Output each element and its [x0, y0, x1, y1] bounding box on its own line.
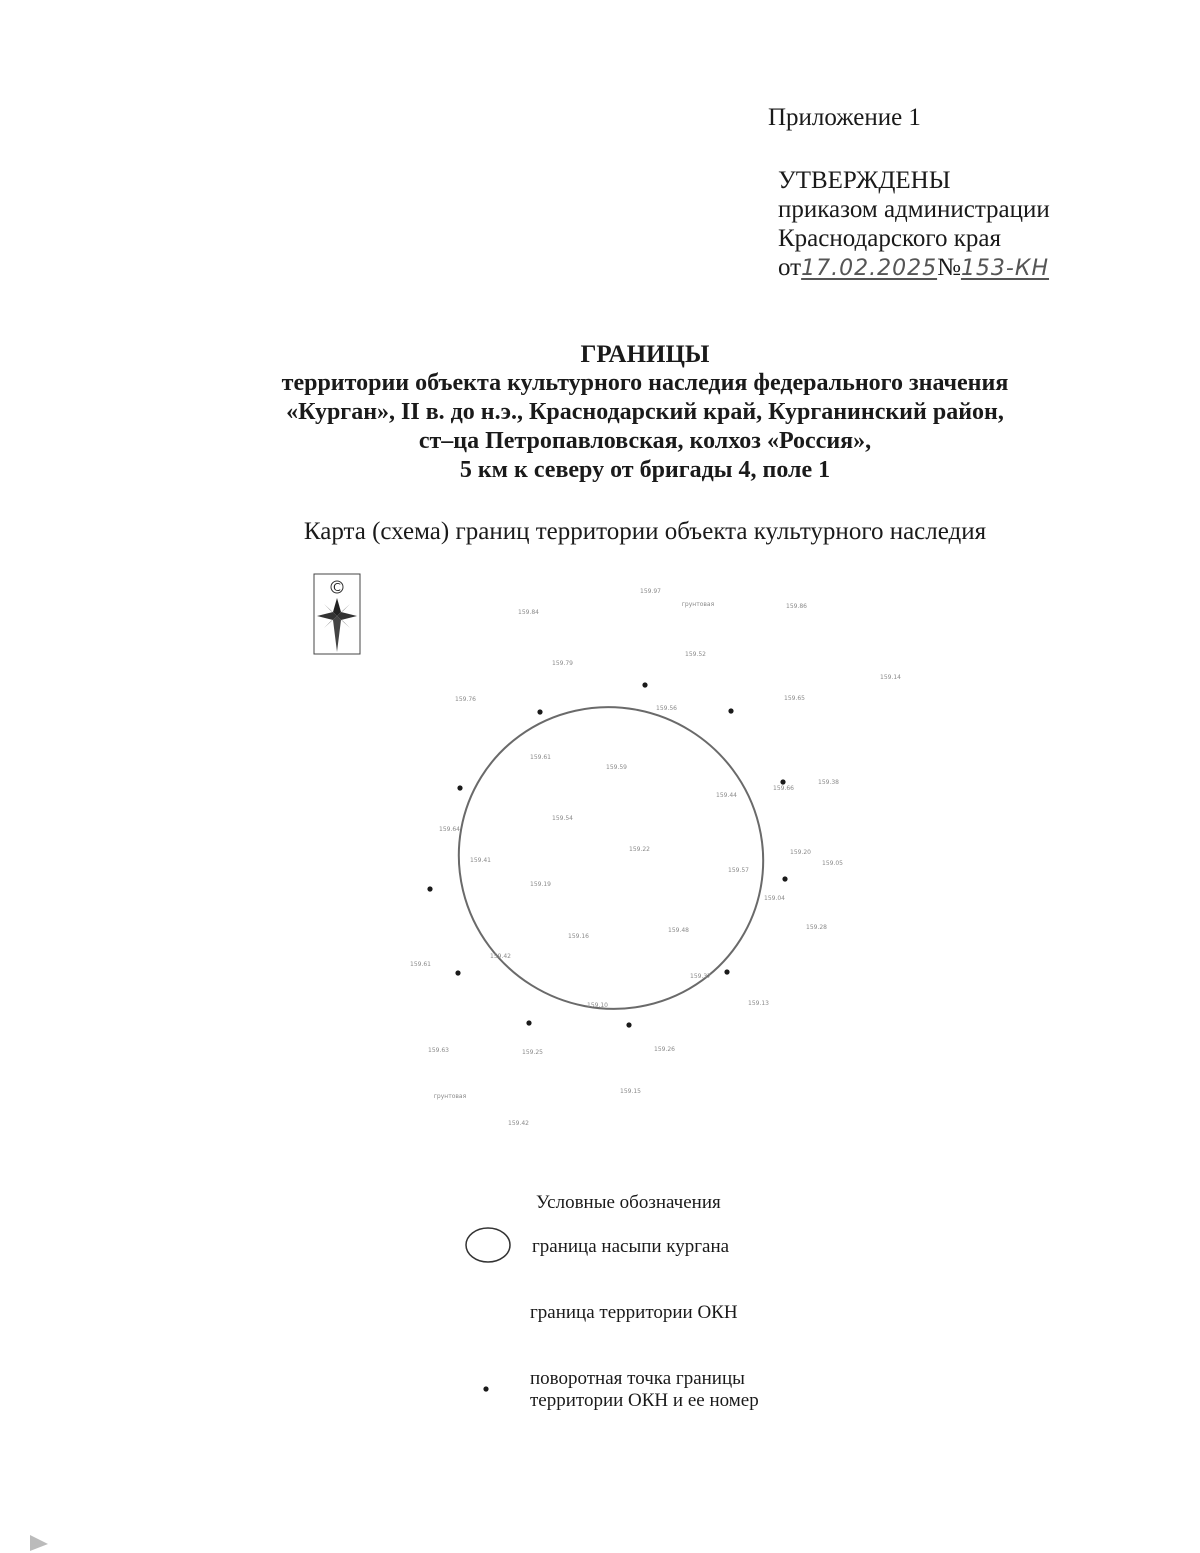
elevation-label: 159.79: [552, 660, 573, 667]
north-arrow-icon: [314, 574, 360, 654]
title-line-2: территории объекта культурного наследия федерального значения: [281, 370, 1009, 396]
boundary-points: [427, 682, 787, 1027]
elevation-label: 159.56: [656, 705, 677, 712]
title-line-3: «Курган», II в. до н.э., Краснодарский край, Курганинский район,: [286, 399, 1004, 425]
elevation-label: 159.41: [470, 857, 491, 864]
elevation-label: 159.48: [668, 927, 689, 934]
approved-label: УТВЕРЖДЕНЫ: [778, 167, 951, 194]
boundary-point: [427, 886, 432, 891]
region-label: Краснодарского края: [778, 225, 1001, 252]
approval-block: [778, 166, 1050, 283]
annex-label: Приложение 1: [768, 104, 921, 131]
map-caption: Карта (схема) границ территории объекта культурного наследия: [303, 518, 987, 545]
elevation-label: 159.19: [530, 881, 551, 888]
boundary-point: [526, 1020, 531, 1025]
elevation-label: 159.42: [490, 953, 511, 960]
elevation-label: 159.44: [716, 792, 737, 799]
boundary-point: [782, 876, 787, 881]
boundary-point: [457, 785, 462, 790]
number-label: №: [937, 254, 961, 281]
elevation-label: 159.42: [508, 1120, 529, 1127]
legend-title: Условные обозначения: [536, 1192, 721, 1213]
order-date: 17.02.2025: [801, 256, 938, 281]
legend-point-line-1: поворотная точка границы: [530, 1368, 745, 1389]
elevation-label: 159.97: [640, 588, 661, 595]
legend-territory-label: граница территории ОКН: [530, 1302, 738, 1323]
mound-legend-icon: [464, 1226, 514, 1264]
elevation-label: 159.64: [439, 826, 460, 833]
boundary-map: [0, 560, 1200, 1160]
elevation-label: 159.20: [790, 849, 811, 856]
elevation-label: 159.66: [773, 785, 794, 792]
road-label: грунтовая: [681, 601, 715, 608]
compass-label: С: [333, 581, 341, 594]
elevation-label: 159.86: [786, 603, 807, 610]
elevation-labels: [410, 588, 901, 1127]
from-label: от: [778, 254, 802, 281]
elevation-label: 159.52: [685, 651, 706, 658]
elevation-label: 159.61: [530, 754, 551, 761]
boundary-point: [642, 682, 647, 687]
elevation-label: 159.14: [880, 674, 901, 681]
title-line-5: 5 км к северу от бригады 4, поле 1: [459, 457, 831, 483]
boundary-point: [626, 1022, 631, 1027]
elevation-label: 159.59: [606, 764, 627, 771]
elevation-label: 159.65: [784, 695, 805, 702]
legend-point-line-2: территории ОКН и ее номер: [530, 1390, 759, 1411]
elevation-label: 159.10: [587, 1002, 608, 1009]
elevation-label: 159.38: [818, 779, 839, 786]
title-line-4: ст–ца Петропавловская, колхоз «Россия»,: [418, 428, 872, 454]
elevation-label: 159.25: [522, 1049, 543, 1056]
elevation-label: 159.15: [620, 1088, 641, 1095]
elevation-label: 159.26: [654, 1046, 675, 1053]
boundary-point: [537, 709, 542, 714]
elevation-label: 159.05: [822, 860, 843, 867]
elevation-label: 159.16: [568, 933, 589, 940]
elevation-label: 159.22: [629, 846, 650, 853]
point-legend-icon: [480, 1380, 496, 1396]
boundary-point: [724, 969, 729, 974]
boundary-point: [728, 708, 733, 713]
road-label: грунтовая: [433, 1093, 467, 1100]
order-details: [778, 253, 1050, 283]
order-number: 153-КН: [960, 256, 1050, 281]
elevation-label: 159.04: [764, 895, 785, 902]
elevation-label: 159.54: [552, 815, 573, 822]
elevation-label: 159.13: [748, 1000, 769, 1007]
elevation-label: 159.84: [518, 609, 539, 616]
elevation-label: 159.37: [690, 973, 711, 980]
boundary-point: [780, 779, 785, 784]
document-title: [100, 340, 1190, 485]
legend-mound-label: граница насыпи кургана: [532, 1236, 730, 1257]
elevation-label: 159.63: [428, 1047, 449, 1054]
elevation-label: 159.28: [806, 924, 827, 931]
order-label: приказом администрации: [778, 196, 1050, 223]
elevation-label: 159.61: [410, 961, 431, 968]
title-line-1: ГРАНИЦЫ: [580, 341, 710, 368]
elevation-label: 159.76: [455, 696, 476, 703]
elevation-label: 159.57: [728, 867, 749, 874]
legend-point-label: [530, 1368, 759, 1412]
boundary-point: [455, 970, 460, 975]
page-corner-mark: [30, 1535, 50, 1551]
